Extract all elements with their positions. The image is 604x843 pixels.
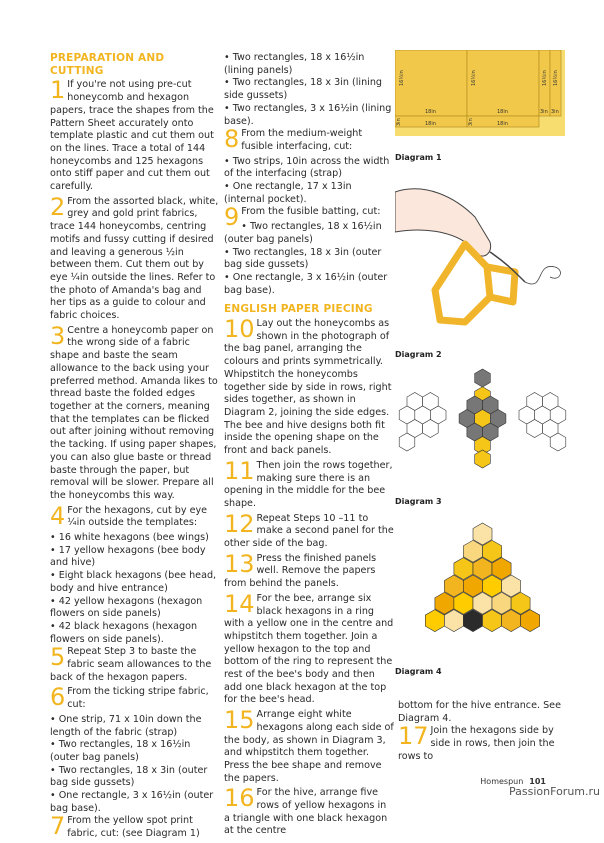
step-15: 15 Arrange eight white hexagons along each side of the body, as shown in Diagram 3, and whipstitch them together. Press the bee shape and remove the papers. — [224, 706, 394, 784]
column-2 — [224, 52, 394, 840]
list-item: • One rectangle, 17 x 13in (internal pocket). — [224, 181, 394, 206]
list-item: • One strip, 71 x 10in down the length of the fabric (strap) — [50, 714, 220, 739]
column-3-text — [398, 700, 568, 766]
list-item: • Two rectangles, 18 x 16½in (lining panels) — [224, 52, 394, 77]
label-height-3: 16½in — [542, 70, 548, 86]
column-1 — [50, 52, 220, 843]
label-height-1: 16½in — [399, 70, 405, 86]
diagram-3 — [395, 368, 570, 488]
label-width-2: 18in — [497, 109, 508, 115]
diagram-3-caption: Diagram 3 — [395, 497, 442, 506]
list-item: • Two strips, 10in across the width of the interfacing (strap) — [224, 156, 394, 181]
list-item: • Two rectangles, 18 x 3in (lining side gussets) — [224, 77, 394, 102]
watermark: PassionForum.ru — [509, 785, 600, 798]
list-item: • Two rectangles, 18 x 3in (outer bag side gussets) — [50, 765, 220, 790]
page-number: 101 — [529, 777, 546, 786]
label-width-6: 18in — [497, 121, 508, 127]
step-16: 16 For the hive, arrange five rows of yellow hexagons in a triangle with one black hexagon at the centre — [224, 784, 388, 837]
list-item: • 42 black hexagons (hexagon flowers on side panels). — [50, 621, 220, 646]
step-8: 8 From the medium-weight fusible interfacing, cut: — [224, 125, 363, 154]
diagram-2-caption: Diagram 2 — [395, 350, 442, 359]
list-item: • One rectangle, 3 x 16½in (outer bag base). — [224, 272, 394, 297]
diagram-4 — [395, 520, 570, 660]
list-item: • Two rectangles, 18 x 3in (outer bag side gussets) — [224, 247, 394, 272]
list-item: • 16 white hexagons (bee wings) — [50, 532, 220, 545]
step-6: 6 From the ticking stripe fabric, cut: — [50, 683, 209, 712]
section-heading-epp: ENGLISH PAPER PIECING — [224, 303, 373, 316]
lining-panel-2 — [467, 50, 539, 116]
thread-icon — [525, 266, 560, 284]
step-1: 1 If you're not using pre-cut honeycomb and hexagon papers, trace the shapes from the Pattern Sheet accurately onto template plastic and cut them out on the lines. Trace a total of 144 honeycombs and 125 hexagons onto stiff paper and cut them out carefully. — [50, 76, 214, 193]
label-width-1: 18in — [425, 109, 436, 115]
lining-panel-1 — [395, 50, 467, 116]
step-7: 7 From the yellow spot print fabric, cut: (see Diagram 1) — [50, 812, 200, 841]
hexagon-yellow — [475, 450, 491, 468]
step-17: 17 Join the hexagons side by side in rows, then join the rows to — [398, 722, 555, 762]
label-height-5: 3in — [396, 118, 402, 126]
step-5: 5 Repeat Step 3 to baste the fabric seam allowances to the back of the hexagon papers. — [50, 643, 212, 683]
step-13: 13 Press the finished panels well. Remove the papers from behind the panels. — [224, 549, 377, 590]
label-height-6: 3in — [468, 118, 474, 126]
step-9: 9 From the fusible batting, cut: — [224, 203, 381, 232]
label-width-5: 18in — [425, 121, 436, 127]
list-item: • 17 yellow hexagons (bee body and hive) — [50, 545, 220, 570]
step-2: 2 From the assorted black, white, grey and gold print fabrics, trace 144 honeycombs, centring motifs and fussy cutting if desired and leaving a generous ½in between them. Cut them out by eye ¼in outside the lines. Refer to the photo of Amanda's bag and her tips as a guide to colour and fabric choices. — [50, 192, 219, 322]
hexagon-grey — [475, 369, 491, 387]
step-12: 12 Repeat Steps 10 –11 to make a second panel for the other side of the bag. — [224, 509, 394, 550]
list-item: • Two rectangles, 18 x 16½in (outer bag panels) — [224, 221, 394, 246]
hand-illustration — [395, 189, 491, 256]
list-item: • Two rectangles, 3 x 16½in (lining base). — [224, 103, 394, 128]
label-height-4: 16½in — [553, 70, 559, 86]
diagram-4-caption: Diagram 4 — [395, 667, 442, 676]
label-width-4: 3in — [551, 109, 559, 115]
step-14: 14 For the bee, arrange six black hexagons in a ring with a yellow one in the centre and whipstitch them together. Join a yellow hexagon to the top and bottom of the ring to represent the rest of the bee's body and then add one black hexagon at the top for the bee's head. — [224, 589, 394, 706]
step-11: 11 Then join the rows together, making sure there is an opening in the middle for the bee shape. — [224, 456, 393, 509]
list-item: • 42 yellow hexagons (hexagon flowers on side panels) — [50, 596, 220, 621]
paragraph: bottom for the hive entrance. See Diagram 4. — [398, 700, 561, 724]
step-3: 3 Centre a honeycomb paper on the wrong side of a fabric shape and baste the seam allowance to the back using your preferred method. Amanda likes to thread baste the folded edges together at the corners, meaning that the templates can be flicked out after joining without removing the tacking. If using paper shapes, you can also glue baste or thread baste through the paper, but removal will be slower. Prepare all the honeycombs this way. — [50, 321, 218, 501]
list-item: • Two rectangles, 18 x 16½in (outer bag panels) — [50, 739, 220, 764]
step-4: 4 For the hexagons, cut by eye ¼in outside the templates: — [50, 501, 208, 530]
label-width-3: 3in — [540, 109, 548, 115]
list-item: • Eight black hexagons (bee head, body and hive entrance) — [50, 570, 220, 595]
step-10: 10 Lay out the honeycombs as shown in the photograph of the bag panel, arranging the colours and prints symmetrically. Whipstitch the honeycombs together side by side in rows, right sides together, as shown in Diagram 2, joining the side edges. The bee and hive designs both fit inside the opening shape on the front and back panels. — [224, 315, 392, 457]
magazine-name: Homespun — [480, 777, 524, 786]
diagram-1-caption: Diagram 1 — [395, 153, 442, 162]
diagram-1 — [395, 50, 565, 136]
label-height-2: 16½in — [471, 70, 477, 86]
list-item: • One rectangle, 3 x 16½in (outer bag base). — [50, 790, 220, 815]
diagram-2 — [395, 172, 570, 344]
section-heading-preparation: PREPARATION AND CUTTING — [50, 52, 165, 77]
